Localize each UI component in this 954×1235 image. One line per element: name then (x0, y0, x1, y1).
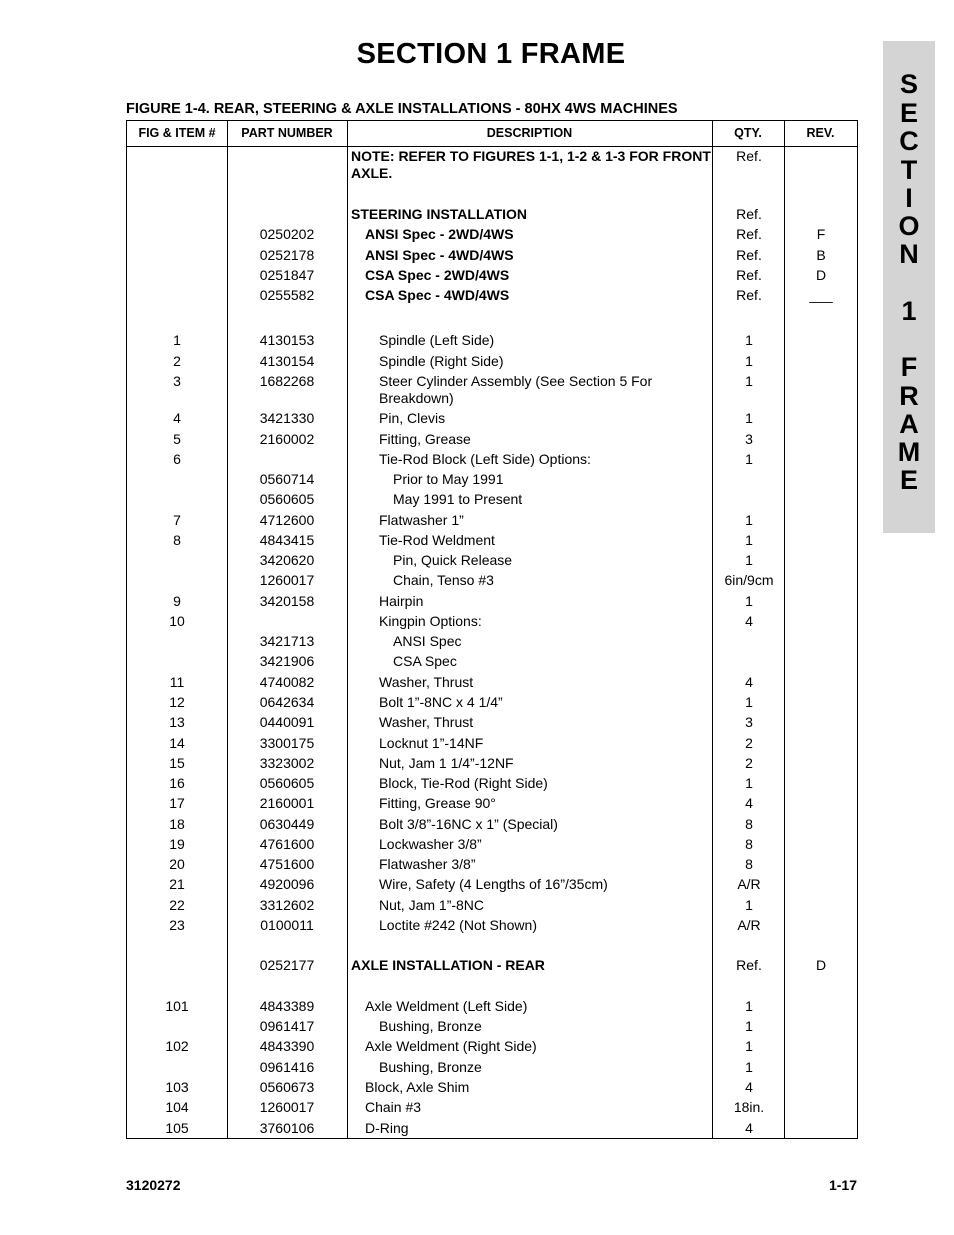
cell-fig-item: 102 (165, 1038, 189, 1054)
cell-quantity: 1 (745, 451, 753, 467)
cell-description: May 1991 to Present (393, 491, 523, 507)
side-tab-letter: I (905, 183, 913, 213)
cell-quantity: 1 (745, 332, 753, 348)
cell-quantity: 18in. (733, 1099, 765, 1115)
cell-quantity: 4 (745, 795, 753, 811)
cell-description: Steer Cylinder Assembly (See Section 5 For Breakdown) (379, 373, 653, 406)
cell-part-number: 0252178 (259, 247, 315, 263)
cell-quantity: A/R (737, 876, 761, 892)
cell-fig-item: 12 (169, 694, 185, 710)
cell-part-number: 0250202 (259, 226, 315, 242)
cell-description: Fitting, Grease 90° (379, 795, 496, 811)
cell-quantity: 4 (745, 1079, 753, 1095)
header-qty: QTY. (734, 126, 762, 140)
header-fig-item: FIG & ITEM # (138, 126, 216, 140)
side-tab-letter: A (899, 409, 919, 439)
cell-description: ANSI Spec (393, 633, 462, 649)
cell-description: Axle Weldment (Right Side) (365, 1038, 537, 1054)
cell-part-number: 4843389 (259, 998, 315, 1014)
cell-part-number: 1682268 (259, 373, 315, 389)
cell-part-number: 0100011 (260, 917, 314, 933)
cell-quantity: 1 (745, 532, 753, 548)
cell-quantity: 8 (745, 836, 753, 852)
cell-description: Block, Tie-Rod (Right Side) (379, 775, 548, 791)
cell-fig-item: 1 (173, 332, 181, 348)
cell-fig-item: 21 (169, 876, 185, 892)
cell-description: Nut, Jam 1”-8NC (379, 897, 485, 913)
cell-quantity: 1 (745, 593, 753, 609)
cell-quantity: 1 (745, 1059, 753, 1075)
cell-part-number: 0961417 (259, 1018, 315, 1034)
cell-quantity: 1 (745, 694, 753, 710)
side-tab-letter: F (900, 352, 918, 382)
cell-quantity: 1 (745, 1018, 753, 1034)
cell-description: Fitting, Grease (379, 431, 471, 447)
cell-quantity: 1 (745, 373, 753, 389)
cell-part-number: 4130154 (259, 353, 315, 369)
cell-part-number: 0560605 (259, 491, 315, 507)
cell-quantity: Ref. (736, 148, 762, 164)
cell-description: Flatwasher 3/8” (379, 856, 476, 872)
cell-fig-item: 14 (169, 735, 185, 751)
cell-description: Bushing, Bronze (379, 1018, 482, 1034)
cell-quantity: A/R (737, 917, 761, 933)
cell-description: Bolt 1”-8NC x 4 1/4” (379, 694, 503, 710)
cell-description: AXLE INSTALLATION - REAR (351, 957, 545, 973)
cell-description: Nut, Jam 1 1/4”-12NF (379, 755, 514, 771)
cell-part-number: 3760106 (259, 1120, 315, 1136)
side-tab-letter: T (900, 155, 918, 185)
column-divider (347, 121, 348, 1138)
cell-part-number: 0560605 (259, 775, 315, 791)
cell-part-number: 3300175 (259, 735, 315, 751)
cell-quantity: 1 (745, 512, 753, 528)
cell-fig-item: 101 (165, 998, 189, 1014)
cell-revision: ___ (809, 287, 833, 303)
cell-fig-item: 17 (169, 795, 185, 811)
section-side-tab (883, 41, 935, 533)
parts-table (126, 120, 858, 1139)
cell-fig-item: 7 (173, 512, 181, 528)
cell-part-number: 0560714 (259, 471, 315, 487)
cell-description: Chain, Tenso #3 (393, 572, 494, 588)
cell-description: NOTE: REFER TO FIGURES 1-1, 1-2 & 1-3 FOR FRONT AXLE. (351, 148, 711, 181)
document-number: 3120272 (126, 1177, 181, 1193)
cell-quantity: Ref. (736, 957, 762, 973)
side-tab-letter: O (898, 211, 920, 241)
cell-description: CSA Spec - 2WD/4WS (365, 267, 510, 283)
cell-description: Pin, Quick Release (393, 552, 513, 568)
cell-quantity: 1 (745, 775, 753, 791)
cell-description: D-Ring (365, 1120, 409, 1136)
cell-description: Washer, Thrust (379, 714, 474, 730)
cell-part-number: 3421906 (259, 653, 315, 669)
cell-fig-item: 104 (165, 1099, 189, 1115)
cell-fig-item: 22 (169, 897, 185, 913)
cell-part-number: 3421330 (259, 410, 315, 426)
cell-quantity: 2 (745, 735, 753, 751)
cell-quantity: 6in/9cm (724, 572, 774, 588)
section-title: SECTION 1 FRAME (356, 38, 626, 70)
cell-quantity: Ref. (736, 287, 762, 303)
cell-part-number: 3323002 (259, 755, 315, 771)
figure-title: FIGURE 1-4. REAR, STEERING & AXLE INSTALLATIONS - 80HX 4WS MACHINES (126, 101, 678, 117)
cell-part-number: 4843415 (259, 532, 315, 548)
cell-part-number: 4712600 (259, 512, 315, 528)
cell-revision: D (815, 267, 827, 283)
cell-description: Lockwasher 3/8” (379, 836, 482, 852)
cell-part-number: 0642634 (259, 694, 315, 710)
cell-part-number: 1260017 (259, 1099, 315, 1115)
side-tab-letter: E (899, 98, 918, 128)
cell-part-number: 4130153 (259, 332, 315, 348)
cell-fig-item: 5 (173, 431, 181, 447)
cell-fig-item: 2 (173, 353, 181, 369)
cell-quantity: 1 (745, 410, 753, 426)
cell-part-number: 1260017 (259, 572, 315, 588)
cell-description: Washer, Thrust (379, 674, 474, 690)
cell-revision: D (815, 957, 827, 973)
header-rev: REV. (806, 126, 835, 140)
cell-description: Wire, Safety (4 Lengths of 16”/35cm) (379, 876, 608, 892)
cell-fig-item: 15 (169, 755, 185, 771)
cell-quantity: 1 (745, 998, 753, 1014)
cell-quantity: 1 (745, 353, 753, 369)
cell-part-number: 2160002 (259, 431, 315, 447)
cell-fig-item: 105 (165, 1120, 189, 1136)
cell-fig-item: 18 (169, 816, 185, 832)
side-tab-letter: 1 (901, 296, 917, 326)
cell-description: Pin, Clevis (379, 410, 446, 426)
cell-description: Bolt 3/8”-16NC x 1” (Special) (379, 816, 558, 832)
cell-part-number: 3420158 (259, 593, 315, 609)
cell-fig-item: 8 (173, 532, 181, 548)
header-description: DESCRIPTION (486, 126, 573, 140)
cell-description: Prior to May 1991 (393, 471, 504, 487)
header-part-number: PART NUMBER (241, 126, 333, 140)
cell-quantity: 4 (745, 613, 753, 629)
side-tab-letter: M (897, 437, 921, 467)
cell-fig-item: 9 (173, 593, 181, 609)
cell-description: CSA Spec - 4WD/4WS (365, 287, 510, 303)
side-tab-letter: N (899, 239, 919, 269)
cell-fig-item: 19 (169, 836, 185, 852)
cell-description: ANSI Spec - 2WD/4WS (365, 226, 514, 242)
cell-description: Block, Axle Shim (365, 1079, 470, 1095)
cell-quantity: 8 (745, 856, 753, 872)
cell-description: Flatwasher 1” (379, 512, 464, 528)
cell-quantity: Ref. (736, 206, 762, 222)
cell-fig-item: 10 (169, 613, 185, 629)
cell-quantity: 3 (745, 714, 753, 730)
cell-quantity: 3 (745, 431, 753, 447)
cell-description: Spindle (Left Side) (379, 332, 495, 348)
cell-part-number: 4920096 (259, 876, 315, 892)
cell-revision: B (816, 247, 826, 263)
cell-fig-item: 6 (173, 451, 181, 467)
cell-part-number: 4843390 (259, 1038, 315, 1054)
cell-quantity: 8 (745, 816, 753, 832)
cell-description: Tie-Rod Block (Left Side) Options: (379, 451, 591, 467)
cell-description: Hairpin (379, 593, 424, 609)
cell-fig-item: 13 (169, 714, 185, 730)
cell-description: Locknut 1”-14NF (379, 735, 484, 751)
cell-fig-item: 11 (169, 674, 185, 690)
cell-part-number: 0961416 (259, 1059, 315, 1075)
cell-quantity: 2 (745, 755, 753, 771)
cell-description: Tie-Rod Weldment (379, 532, 495, 548)
side-tab-letter: E (899, 465, 918, 495)
cell-revision: F (816, 226, 826, 242)
cell-description: Spindle (Right Side) (379, 353, 504, 369)
cell-quantity: 4 (745, 674, 753, 690)
cell-quantity: 1 (745, 1038, 753, 1054)
cell-quantity: Ref. (736, 226, 762, 242)
header-divider (127, 146, 857, 147)
cell-description: Kingpin Options: (379, 613, 482, 629)
cell-description: Chain #3 (365, 1099, 422, 1115)
cell-part-number: 4761600 (259, 836, 315, 852)
cell-fig-item: 3 (173, 373, 181, 389)
cell-fig-item: 4 (173, 410, 181, 426)
page-number: 1-17 (828, 1177, 857, 1193)
cell-part-number: 4751600 (259, 856, 315, 872)
cell-part-number: 0630449 (259, 816, 315, 832)
cell-fig-item: 23 (169, 917, 185, 933)
cell-fig-item: 103 (165, 1079, 189, 1095)
side-tab-letter: R (899, 381, 919, 411)
cell-part-number: 0440091 (259, 714, 315, 730)
cell-quantity: 4 (745, 1120, 753, 1136)
cell-quantity: Ref. (736, 267, 762, 283)
cell-quantity: 1 (745, 552, 753, 568)
cell-description: Bushing, Bronze (379, 1059, 482, 1075)
cell-part-number: 4740082 (259, 674, 315, 690)
cell-part-number: 0252177 (259, 957, 315, 973)
cell-description: STEERING INSTALLATION (351, 206, 528, 222)
cell-fig-item: 16 (169, 775, 185, 791)
cell-quantity: Ref. (736, 247, 762, 263)
cell-fig-item: 20 (169, 856, 185, 872)
cell-part-number: 3421713 (259, 633, 315, 649)
cell-quantity: 1 (745, 897, 753, 913)
cell-part-number: 0560673 (259, 1079, 315, 1095)
side-tab-letter: C (899, 126, 919, 156)
side-tab-letter: S (899, 69, 918, 99)
cell-description: Axle Weldment (Left Side) (365, 998, 528, 1014)
cell-description: CSA Spec (393, 653, 457, 669)
cell-part-number: 3420620 (259, 552, 315, 568)
cell-description: Loctite #242 (Not Shown) (379, 917, 537, 933)
cell-part-number: 3312602 (259, 897, 315, 913)
cell-part-number: 0251847 (259, 267, 315, 283)
cell-part-number: 0255582 (259, 287, 315, 303)
cell-description: ANSI Spec - 4WD/4WS (365, 247, 514, 263)
cell-part-number: 2160001 (259, 795, 315, 811)
